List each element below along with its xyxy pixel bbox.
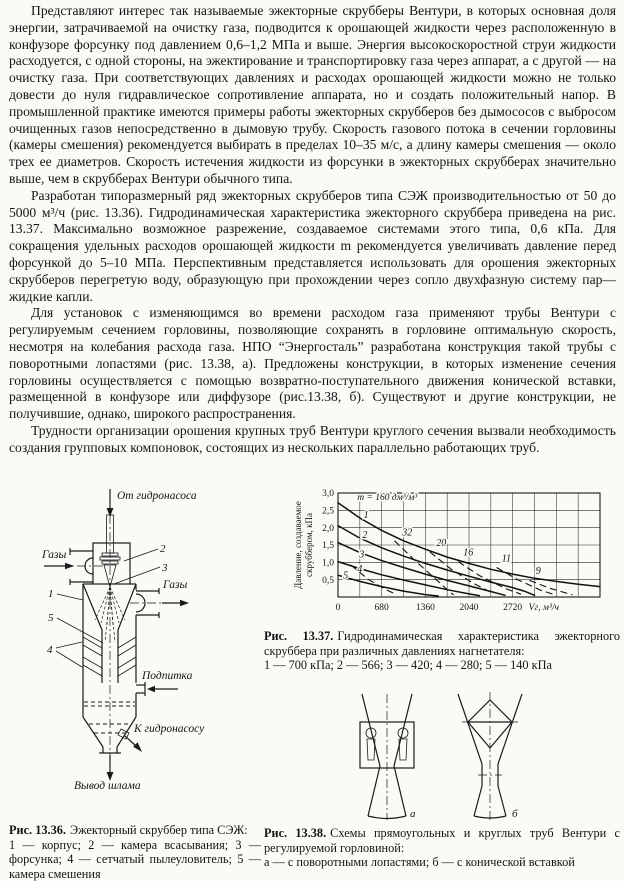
fig-13-37-caption bbox=[264, 629, 620, 673]
fig-13-38-venturi-diagram bbox=[330, 692, 558, 824]
label-gas-inlet: Газы bbox=[42, 549, 67, 561]
fig-13-38-caption-title: Схемы прямоугольных и круглых труб Вентури с регулируемой горловиной: bbox=[264, 826, 620, 855]
y-tick-label: 3,0 bbox=[322, 489, 334, 500]
curve-label-3: 3 bbox=[359, 549, 365, 561]
fig-13-37-caption-number: Рис. 13.37. bbox=[264, 629, 334, 643]
iso-label-9: 9 bbox=[535, 566, 541, 578]
part-number-4: 4 bbox=[47, 644, 53, 656]
fig-13-36-caption bbox=[9, 823, 261, 881]
y-tick-label: 1,5 bbox=[322, 541, 334, 552]
fig-13-36-caption-title: Эжекторный скруббер типа СЭЖ: bbox=[69, 823, 248, 837]
iso-line-11 bbox=[497, 568, 553, 595]
paragraph: Трудности организации орошения крупных труб Вентури круглого сечения вызвали необходимость создания групповых компоновок, состоящих из нескольких параллельно работающих труб. bbox=[9, 422, 616, 455]
arrow-down-feed bbox=[107, 508, 114, 517]
makeup-inlet bbox=[136, 670, 193, 696]
paragraph: Для установок с изменяющимся во времени расходом газа применяют трубы Вентури с регулируемым сечением горловины, позволяющие сохранять в горловине оптимальную скорость, несмотря на колебания расхода газа. НПО “Энергосталь” разработана конструкция такой трубы с поворотными лопастями (рис. 13.38, а). Предложены конструкции, в которых изменение сечения горловины осуществляется с помощью возвратно-поступательного движения конической вставки, размещенной в конфузоре или диффузоре (рис.13.38, б). Существуют и другие конструкции, не получившие, однако, широкого распространения. bbox=[9, 305, 616, 422]
scrubber-body bbox=[83, 584, 136, 717]
bottom-cone bbox=[83, 717, 136, 781]
x-tick-label: 2720 bbox=[503, 603, 523, 613]
m-annotation: m = 160 дм³/м³ bbox=[357, 492, 418, 503]
arrow-to-pump bbox=[133, 742, 142, 752]
paragraph: Разработан типоразмерный ряд эжекторных скрубберов типа СЭЖ производительностью от 50 до 5000 м³/ч (рис. 13.36). Гидродинамическая характеристика эжекторного скруббера приведена на рис. 13.37. Максимально возможное разрежение, создаваемое системами этого типа, 0,6 кПа. Для сокращения удельных расходов орошающей жидкости m рекомендуется увеличивать давление перед форсункой до 5–10 МПа. Перспективным представляется использовать для орошения эжекторных скрубберов перегретую воду, образующую при прохождении через сопло двухфазную систему пар—жидкие капли. bbox=[9, 187, 616, 304]
iso-line-16 bbox=[458, 562, 521, 595]
x-axis-label: Vг, м³/ч bbox=[528, 603, 560, 613]
fig-13-38-caption bbox=[264, 826, 620, 870]
curve-label-2: 2 bbox=[362, 530, 368, 542]
curve-label-4: 4 bbox=[357, 564, 363, 576]
label-to-pump: К гидронасосу bbox=[134, 723, 205, 735]
suction-chamber bbox=[93, 543, 130, 584]
x-tick-label: 0 bbox=[335, 603, 341, 613]
arrow-gas-in bbox=[65, 563, 74, 569]
x-tick-label: 1360 bbox=[415, 603, 435, 613]
scheme-b-label: б bbox=[512, 808, 518, 820]
label-gas-outlet: Газы bbox=[163, 579, 188, 591]
mesh-dust-collector bbox=[83, 637, 136, 676]
fig-13-37-caption-legend: 1 — 700 кПа; 2 — 566; 3 — 420; 4 — 280; 5 — 140 кПа bbox=[264, 658, 552, 673]
arrow-makeup bbox=[147, 686, 155, 692]
part-number-3: 3 bbox=[162, 562, 168, 574]
fig-13-36-caption-number: Рис. 13.36. bbox=[9, 823, 66, 837]
curve-label-5: 5 bbox=[343, 570, 349, 582]
part-number-1: 1 bbox=[48, 588, 54, 600]
paragraph: Представляют интерес так называемые эжекторные скрубберы Вентури, в которых основная доля энергии, затрачиваемой на очистку газа, подводится к орошающей жидкости через расположенную в конфузоре форсунку под давлением 0,6–1,2 МПа и выше. Энергия высокоскоростной струи жидкости расходуется, с одной стороны, на эжектирование и транспортировку газа через аппарат, а с другой — на очистку газа. При соответствующих давлениях и расходах орошающей жидкости можно не только довести до нуля гидравлическое сопротивление аппарата, но и создать положительный напор. В промышленной практике имеются примеры работы эжекторных скрубберов без дымососов с выбросом очищенных газов непосредственно в дымовую трубу. Скорость газового потока в сечении горловины (камеры смешения) рекомендуется выбирать в пределах 10–35 м/с, а длину камеры смешения — около трех ее диаметров. Скорость истечения жидкости из форсунки в эжекторных скрубберах значительно выше, чем в скрубберах Вентури обычного типа. bbox=[9, 3, 616, 186]
scheme-a-label: а bbox=[410, 808, 416, 820]
fig-13-36-caption-legend: 1 — корпус; 2 — камера всасывания; 3 — форсунка; 4 — сетчатый пылеуловитель; 5 — камера смешения bbox=[9, 837, 261, 881]
gas-outlet bbox=[130, 579, 189, 618]
label-makeup: Подпитка bbox=[142, 670, 193, 682]
y-tick-label: 2,0 bbox=[322, 523, 334, 534]
fig-13-36-scrubber-diagram bbox=[18, 487, 250, 805]
part-number-2: 2 bbox=[160, 543, 166, 555]
fig-13-38-caption-legend: а — с поворотными лопастями; б — с конической вставкой bbox=[264, 855, 575, 870]
venturi-scheme-b bbox=[458, 692, 522, 820]
y-axis-label-line2: скруббером, кПа bbox=[304, 512, 314, 578]
fig-13-37-caption-title: Гидродинамическая характеристика эжекторного скруббера при различных давлениях нагнетателя: bbox=[264, 629, 621, 658]
y-axis-label-line1: Давление, создаваемое bbox=[293, 501, 303, 589]
y-tick-label: 0,5 bbox=[322, 575, 334, 586]
iso-label-11: 11 bbox=[501, 553, 512, 565]
fig-13-38-caption-number: Рис. 13.38. bbox=[264, 826, 327, 840]
label-sludge-out: Вывод шлама bbox=[74, 780, 141, 792]
arrow-gas-out bbox=[180, 600, 189, 606]
to-pump-outlet bbox=[118, 723, 205, 752]
x-tick-label: 680 bbox=[374, 603, 389, 613]
iso-label-16: 16 bbox=[463, 547, 474, 559]
y-tick-label: 1,0 bbox=[322, 558, 334, 569]
curve-label-1: 1 bbox=[363, 509, 369, 521]
label-from-pump: От гидронасоса bbox=[117, 490, 197, 502]
hydro-chart-canvas bbox=[292, 487, 622, 623]
curve-5 bbox=[338, 575, 438, 596]
iso-label-32: 32 bbox=[402, 527, 413, 539]
x-tick-label: 2040 bbox=[459, 603, 479, 613]
y-tick-label: 2,5 bbox=[322, 506, 334, 517]
iso-label-20: 20 bbox=[436, 538, 447, 550]
iso-line-20 bbox=[430, 552, 492, 593]
part-number-5: 5 bbox=[48, 612, 54, 624]
venturi-scheme-a bbox=[360, 694, 416, 820]
article-text bbox=[9, 3, 616, 457]
